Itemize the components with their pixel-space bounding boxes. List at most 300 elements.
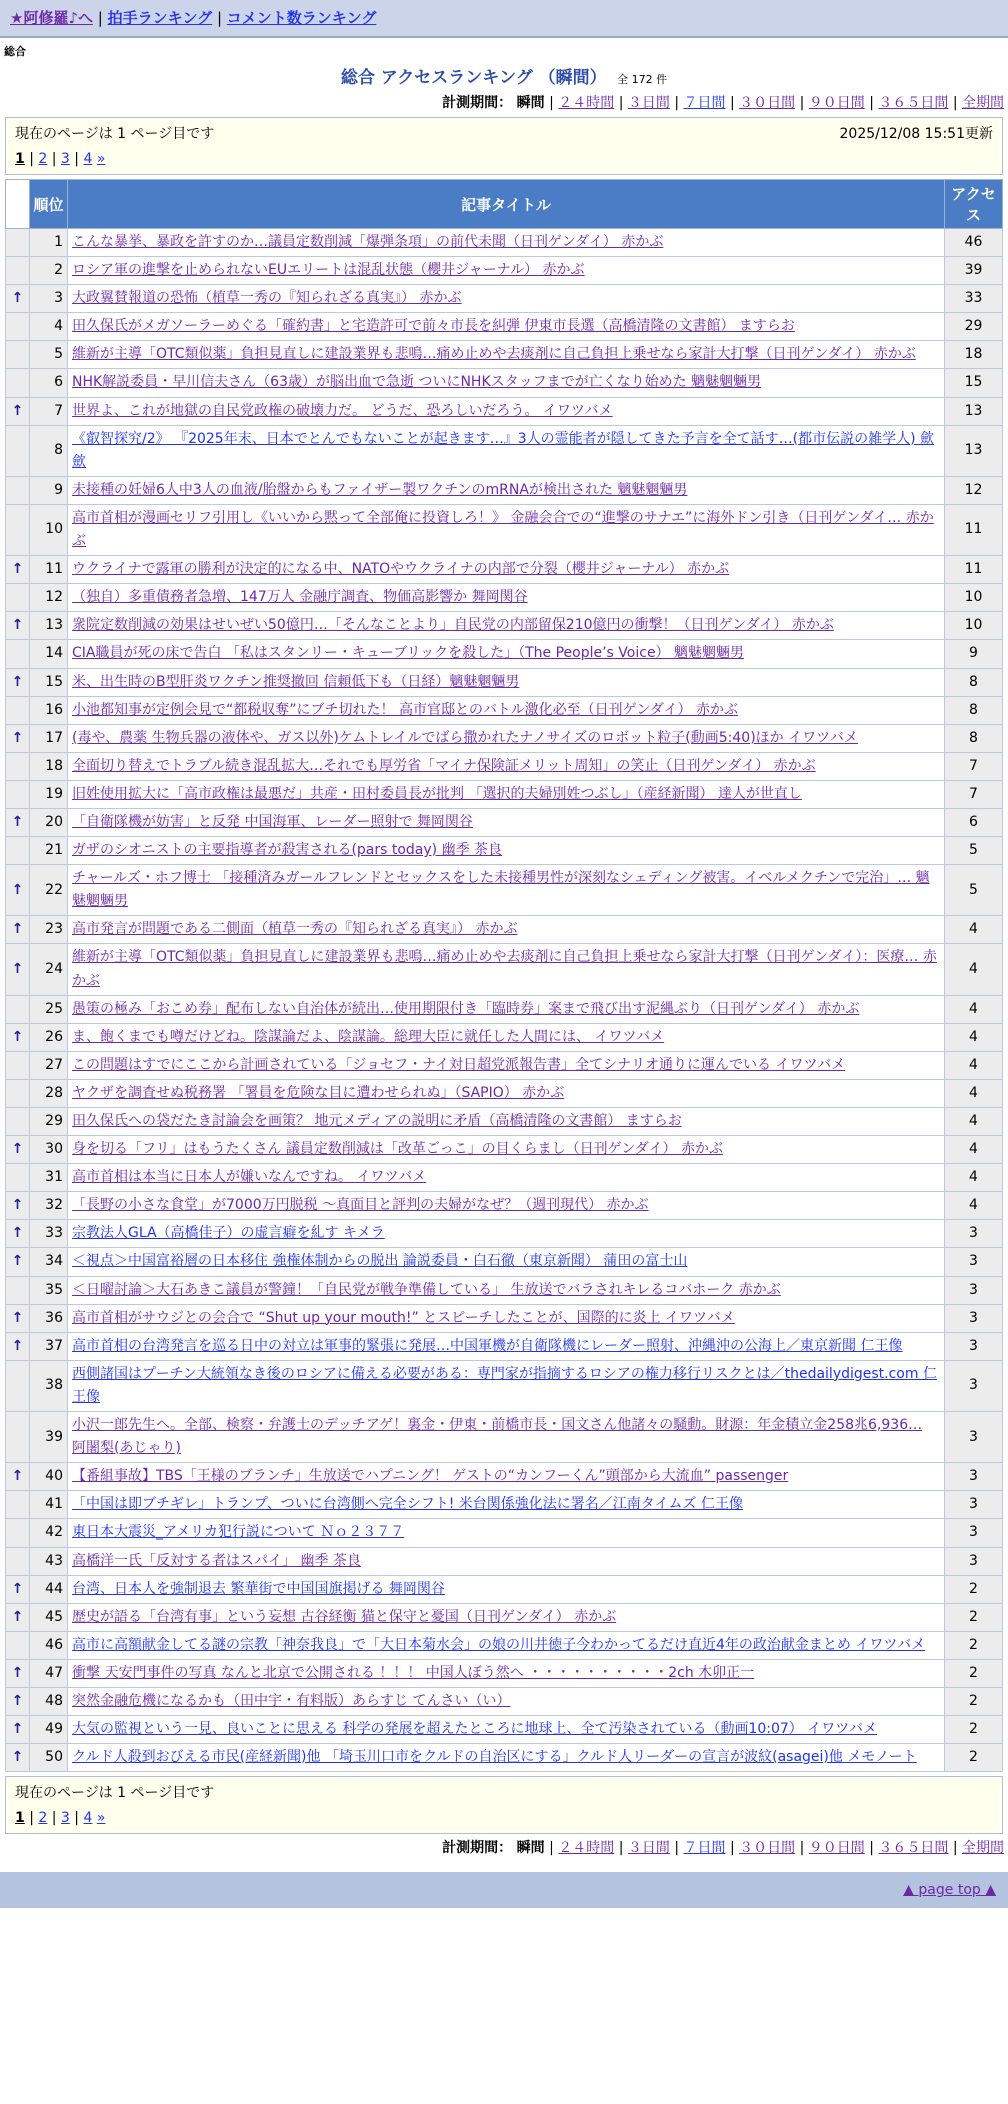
access-count: 10 (945, 612, 1003, 640)
up-arrow-icon: ↑ (11, 290, 24, 307)
access-count: 11 (945, 504, 1003, 555)
article-link[interactable]: ガザのシオニストの主要指導者が殺害される(pars today) 幽季 茶良 (72, 842, 503, 859)
access-count: 3 (945, 1220, 1003, 1248)
rank-number: 31 (30, 1164, 68, 1192)
rank-column-header: 順位 (30, 180, 68, 229)
current-page-text: 現在のページは 1 ページ目です (15, 1785, 215, 1802)
access-count: 4 (945, 995, 1003, 1023)
rank-number: 3 (30, 285, 68, 313)
table-row (6, 944, 1003, 995)
article-link[interactable]: 維新が主導「OTC類似薬」負担見直しに建設業界も悲鳴…痛め止めや去痰剤に自己負担上乗せなら家計大打撃（日刊ゲンダイ）：医療… 赤かぶ (72, 949, 937, 989)
access-count: 33 (945, 285, 1003, 313)
nav-link[interactable]: 3 (60, 1810, 70, 1827)
rank-number: 11 (30, 556, 68, 584)
rank-number: 5 (30, 341, 68, 369)
article-link[interactable]: 米、出生時のB型肝炎ワクチン推奨撤回 信頼低下も（日経）魑魅魍魎男 (72, 673, 520, 690)
table-row (6, 1412, 1003, 1463)
table-row (6, 1744, 1003, 1772)
separator: | (24, 1810, 39, 1827)
table-row (6, 1192, 1003, 1220)
article-link[interactable]: ＜視点＞中国富裕層の日本移住 強権体制からの脱出 論説委員・白石徹（東京新聞） 蒲田の富士山 (72, 1253, 688, 1270)
period-links (549, 95, 1004, 111)
separator: | (725, 1840, 740, 1857)
rank-number: 15 (30, 668, 68, 696)
top-nav-links (10, 9, 376, 27)
table-row (6, 313, 1003, 341)
nav-link[interactable]: ３６５日間 (878, 95, 949, 111)
table-row (6, 640, 1003, 668)
table-row (6, 229, 1003, 257)
access-count: 2 (945, 1659, 1003, 1687)
page-title-block (0, 61, 1008, 89)
table-header-row (6, 180, 1003, 229)
access-count: 3 (945, 1276, 1003, 1304)
access-count: 3 (945, 1360, 1003, 1411)
pagination-box-bottom (5, 1776, 1003, 1834)
rank-number: 45 (30, 1603, 68, 1631)
article-link[interactable]: 東日本大震災_アメリカ犯行説について Ｎｏ２３７７ (72, 1524, 405, 1541)
rank-number: 2 (30, 257, 68, 285)
table-row (6, 1304, 1003, 1332)
access-count: 4 (945, 1023, 1003, 1051)
rank-number: 8 (30, 425, 68, 476)
article-link[interactable]: 「中国は即ブチギレ」トランプ、ついに台湾側へ完全シフト! 米台関係強化法に署名／江南タイムズ 仁王像 (72, 1496, 743, 1513)
separator: | (93, 9, 108, 27)
table-row (6, 1276, 1003, 1304)
article-link[interactable]: チャールズ・ホフ博士 「接種済みガールフレンドとセックスをした未接種男性が深刻なシェディング被害。イベルメクチンで完治」… 魑魅魍魎男 (72, 870, 930, 910)
separator: | (549, 95, 559, 111)
access-count: 3 (945, 1519, 1003, 1547)
nav-link[interactable]: 4 (83, 1810, 93, 1827)
rank-number: 19 (30, 780, 68, 808)
article-link[interactable]: ウクライナで露軍の勝利が決定的になる中、NATOやウクライナの内部で分裂（櫻井ジャーナル） 赤かぶ (72, 561, 730, 578)
access-count: 4 (945, 1192, 1003, 1220)
article-link[interactable]: ヤクザを調査せぬ税務署 「署員を危険な目に遭わせられぬ」（SAPIO） 赤かぶ (72, 1084, 565, 1101)
up-arrow-icon: ↑ (11, 881, 24, 898)
rank-number: 23 (30, 916, 68, 944)
article-link[interactable]: 大政翼賛報道の恐怖（植草一秀の『知られざる真実』） 赤かぶ (72, 290, 462, 307)
nav-link[interactable]: 全期間 (962, 95, 1004, 111)
table-row (6, 1659, 1003, 1687)
rank-number: 38 (30, 1360, 68, 1411)
period-nav-bottom (0, 1834, 1008, 1862)
access-count: 2 (945, 1631, 1003, 1659)
table-row (6, 1687, 1003, 1715)
separator: | (47, 151, 61, 167)
up-arrow-icon: ↑ (11, 960, 24, 977)
nav-link[interactable]: 3 (60, 151, 70, 167)
up-arrow-icon: ↑ (11, 729, 24, 746)
access-count: 4 (945, 1051, 1003, 1079)
table-row (6, 1051, 1003, 1079)
top-nav-bar (0, 0, 1008, 38)
article-link[interactable]: 西側諸国はプーチン大統領なき後のロシアに備える必要がある：専門家が指摘するロシアの権力移行リスクとは／thedailydigest.com 仁王像 (72, 1365, 937, 1405)
rank-number: 9 (30, 476, 68, 504)
access-column-header: アクセス (945, 180, 1003, 229)
article-link[interactable]: 宗教法人GLA（高橋佳子）の虚言癖を糺す キメラ (72, 1225, 385, 1242)
table-row (6, 1079, 1003, 1107)
access-count: 2 (945, 1687, 1003, 1715)
table-row (6, 668, 1003, 696)
table-row (6, 1716, 1003, 1744)
access-count: 3 (945, 1304, 1003, 1332)
article-link[interactable]: 田久保氏がメガソーラーめぐる「確約書」と宅造許可で前々市長を糾弾 伊東市長選（高橋清隆の文書館） ますらお (72, 318, 795, 335)
nav-link[interactable]: 全期間 (962, 1840, 1004, 1857)
table-row (6, 1248, 1003, 1276)
access-count: 3 (945, 1491, 1003, 1519)
nav-link[interactable]: ７日間 (683, 1840, 726, 1857)
separator: | (669, 95, 684, 111)
access-count: 4 (945, 916, 1003, 944)
rank-number: 47 (30, 1659, 68, 1687)
table-row (6, 257, 1003, 285)
table-row (6, 1164, 1003, 1192)
nav-link[interactable]: ２４時間 (558, 95, 615, 111)
article-link[interactable]: 《叡智探究/2》 『2025年末、日本でとんでもないことが起きます…』3人の霊能者が隠してきた予言を全て話す…(都市伝説の雑学人) 歛歛 (72, 430, 934, 470)
article-link[interactable]: 大気の監視という一見、良いことに思える 科学の発展を超えたところに地球上、全て汚染されている（動画10:07） イワツバメ (72, 1721, 877, 1738)
access-count: 4 (945, 1164, 1003, 1192)
article-link[interactable]: 維新が主導「OTC類似薬」負担見直しに建設業界も悲鳴…痛め止めや去痰剤に自己負担上乗せなら家計大打撃（日刊ゲンダイ） 赤かぶ (72, 346, 916, 363)
rank-number: 27 (30, 1051, 68, 1079)
rank-number: 40 (30, 1463, 68, 1491)
rank-number: 36 (30, 1304, 68, 1332)
article-link[interactable]: この問題はすでにここから計画されている「ジョセフ・ナイ対日超党派報告書」全てシナリオ通りに運んでいる イワツバメ (72, 1056, 846, 1073)
separator: | (212, 9, 227, 27)
up-arrow-icon: ↑ (11, 1468, 24, 1485)
rank-number: 28 (30, 1079, 68, 1107)
article-link[interactable]: 高市首相が漫画セリフ引用し《いいから黙って全部俺に投資しろ！》 金融会合での“進撃のサナエ”に海外ドン引き（日刊ゲンダイ… 赤かぶ (72, 509, 934, 550)
table-row (6, 995, 1003, 1023)
up-arrow-icon: ↑ (11, 813, 24, 830)
total-count: 全 172 件 (617, 73, 668, 86)
rank-number: 7 (30, 397, 68, 425)
up-arrow-icon: ↑ (11, 1580, 24, 1597)
article-link[interactable]: 高市発言が問題である二側面（植草一秀の『知られざる真実』） 赤かぶ (72, 921, 518, 938)
nav-link[interactable]: ９０日間 (808, 1840, 865, 1857)
table-row (6, 1519, 1003, 1547)
period-label: 計測期間： (442, 1840, 513, 1857)
rank-number: 12 (30, 584, 68, 612)
table-row (6, 1547, 1003, 1575)
article-link[interactable]: 高市に高額献金してる謎の宗教「神奈我良」で「大日本菊水会」の娘の川井徳子今わかってるだけ直近4年の政治献金まとめ イワツバメ (72, 1636, 926, 1653)
table-row (6, 1463, 1003, 1491)
up-arrow-icon: ↑ (11, 402, 24, 419)
nav-link[interactable]: 拍手ランキング (107, 9, 213, 27)
access-count: 3 (945, 1332, 1003, 1360)
access-count: 3 (945, 1547, 1003, 1575)
article-link[interactable]: 高市首相は本当に日本人が嫌いなんですね。 イワツバメ (72, 1169, 427, 1186)
rank-number: 46 (30, 1631, 68, 1659)
access-count: 18 (945, 341, 1003, 369)
rank-number: 29 (30, 1108, 68, 1136)
up-arrow-icon: ↑ (11, 1664, 24, 1681)
table-row (6, 612, 1003, 640)
article-link[interactable]: 田久保氏への袋だたき討論会を画策？ 地元メディアの説明に矛盾（高橋清隆の文書館） ますらお (72, 1113, 682, 1129)
access-count: 11 (945, 556, 1003, 584)
ranking-table (5, 179, 1003, 1772)
access-count: 2 (945, 1744, 1003, 1772)
up-arrow-icon: ↑ (11, 1197, 24, 1214)
separator: | (614, 1840, 628, 1857)
access-count: 2 (945, 1575, 1003, 1603)
up-arrow-icon: ↑ (11, 1721, 24, 1738)
table-row (6, 397, 1003, 425)
access-count: 4 (945, 944, 1003, 995)
separator: | (795, 95, 809, 111)
nav-link[interactable]: 4 (83, 151, 93, 167)
up-arrow-icon: ↑ (11, 617, 24, 634)
article-link[interactable]: ロシア軍の進撃を止められないEUエリートは混乱状態（櫻井ジャーナル） 赤かぶ (72, 262, 585, 279)
nav-link[interactable]: ３日間 (627, 95, 670, 111)
rank-number: 25 (30, 995, 68, 1023)
table-row (6, 724, 1003, 752)
article-link[interactable]: 台湾、日本人を強制退去 繁華街で中国国旗掲げる 舞岡関谷 (72, 1580, 445, 1597)
access-count: 3 (945, 1248, 1003, 1276)
rank-number: 20 (30, 808, 68, 836)
up-arrow-icon: ↑ (11, 1253, 24, 1270)
rank-number: 24 (30, 944, 68, 995)
access-count: 3 (945, 1412, 1003, 1463)
article-link[interactable]: 歴史が語る「台湾有事」という妄想 古谷経衡 猫と保守と憂国（日刊ゲンダイ） 赤かぶ (72, 1608, 617, 1625)
nav-link[interactable]: 2 (38, 151, 48, 167)
separator: | (24, 151, 39, 167)
title-column-header: 記事タイトル (68, 180, 945, 229)
access-count: 4 (945, 1136, 1003, 1164)
rank-number: 48 (30, 1687, 68, 1715)
access-count: 13 (945, 397, 1003, 425)
table-row (6, 1631, 1003, 1659)
access-count: 2 (945, 1716, 1003, 1744)
table-row (6, 341, 1003, 369)
up-arrow-icon: ↑ (11, 1692, 24, 1709)
table-row (6, 808, 1003, 836)
separator: | (69, 151, 84, 167)
table-row (6, 865, 1003, 916)
nav-link[interactable]: ７日間 (683, 95, 726, 111)
access-count: 6 (945, 808, 1003, 836)
table-row (6, 1575, 1003, 1603)
article-link[interactable]: 衆院定数削減の効果はせいぜい50億円…「そんなことより」自民党の内部留保210億円の衝撃！（日刊ゲンダイ） 赤かぶ (72, 617, 834, 634)
up-arrow-icon: ↑ (11, 1337, 24, 1354)
table-row (6, 1023, 1003, 1051)
table-row (6, 476, 1003, 504)
separator: | (864, 1840, 879, 1857)
article-link[interactable]: 突然金融危機になるかも（田中宇・有料版）あらすじ てんさい（い） (72, 1692, 511, 1709)
separator: | (614, 95, 628, 111)
page-top-link[interactable]: ▲ page top ▲ (903, 1882, 996, 1899)
up-arrow-icon: ↑ (11, 1608, 24, 1625)
table-row (6, 916, 1003, 944)
rank-number: 49 (30, 1716, 68, 1744)
rank-number: 33 (30, 1220, 68, 1248)
rank-number: 39 (30, 1412, 68, 1463)
access-count: 15 (945, 369, 1003, 397)
rank-number: 10 (30, 504, 68, 555)
table-row (6, 504, 1003, 555)
separator: | (725, 95, 740, 111)
arrow-column-header (6, 180, 30, 229)
nav-link[interactable]: コメント数ランキング (226, 9, 377, 27)
period-current: 瞬間 (516, 95, 545, 111)
nav-link[interactable]: 2 (38, 1810, 48, 1827)
table-row (6, 1360, 1003, 1411)
separator: | (549, 1840, 559, 1857)
table-row (6, 556, 1003, 584)
article-link[interactable]: 衝撃 天安門事件の写真 なんと北京で公開される ！！！ 中国人ぼう然へ ・・・・・・・・・・2ch 木卯正一 (72, 1664, 755, 1681)
table-row (6, 1136, 1003, 1164)
nav-link[interactable]: ３０日間 (739, 1840, 796, 1857)
article-link[interactable]: ＜日曜討論＞大石あきこ議員が警鐘！「自民党が戦争準備している」 生放送でバラされキレるコバホーク 赤かぶ (72, 1281, 781, 1298)
rank-number: 44 (30, 1575, 68, 1603)
nav-link[interactable]: ★阿修羅♪へ (10, 9, 94, 27)
rank-number: 34 (30, 1248, 68, 1276)
article-link[interactable]: 身を切る「フリ」はもうたくさん 議員定数削減は「改革ごっこ」の目くらまし（日刊ゲンダイ） 赤かぶ (72, 1141, 723, 1158)
access-count: 8 (945, 724, 1003, 752)
article-link[interactable]: 「長野の小さな食堂」が7000万円脱税 ～真面目と評判の夫婦がなぜ？（週刊現代） 赤かぶ (72, 1197, 649, 1214)
section-label: 総合 (4, 45, 26, 58)
article-link[interactable]: 未接種の妊婦6人中3人の血液/胎盤からもファイザー製ワクチンのmRNAが検出された 魑魅魍魎男 (72, 481, 688, 498)
rank-number: 22 (30, 865, 68, 916)
up-arrow-icon: ↑ (11, 1225, 24, 1242)
table-row (6, 285, 1003, 313)
updated-timestamp: 2025/12/08 15:51更新 (839, 126, 993, 142)
access-count: 8 (945, 696, 1003, 724)
table-row (6, 696, 1003, 724)
table-row (6, 752, 1003, 780)
period-current: 瞬間 (516, 1840, 545, 1857)
page-links (15, 151, 993, 167)
separator: | (795, 1840, 809, 1857)
period-label: 計測期間： (442, 95, 513, 111)
article-link[interactable]: 旧姓使用拡大に「高市政権は最悪だ」共産・田村委員長が批判 「選択的夫婦別姓つぶし」（産経新聞） 達人が世直し (72, 785, 802, 802)
access-count: 7 (945, 780, 1003, 808)
rank-number: 6 (30, 369, 68, 397)
article-link[interactable]: 世界よ、これが地獄の自民党政権の破壊力だ。 どうだ、恐ろしいだろう。 イワツバメ (72, 402, 613, 419)
up-arrow-icon: ↑ (11, 561, 24, 578)
article-link[interactable]: こんな暴挙、暴政を許すのか…議員定数削減「爆弾条項」の前代未聞（日刊ゲンダイ） 赤かぶ (72, 234, 664, 250)
access-count: 5 (945, 837, 1003, 865)
rank-number: 18 (30, 752, 68, 780)
table-row (6, 1220, 1003, 1248)
nav-link[interactable]: » (96, 151, 106, 167)
period-links (549, 1840, 1004, 1856)
rank-number: 42 (30, 1519, 68, 1547)
article-link[interactable]: (毒や、農薬 生物兵器の液体や、ガス以外)ケムトレイルでばら撒かれたナノサイズのロボット粒子(動画5:40)ほか イワツバメ (72, 729, 858, 746)
page-title: 総合 アクセスランキング （瞬間） (340, 68, 607, 88)
separator: | (948, 1840, 962, 1857)
rank-number: 32 (30, 1192, 68, 1220)
access-count: 8 (945, 668, 1003, 696)
table-row (6, 1491, 1003, 1519)
article-link[interactable]: 高橋洋一氏「反対する者はスパイ」 幽季 茶良 (72, 1552, 361, 1569)
access-count: 4 (945, 1108, 1003, 1136)
up-arrow-icon: ↑ (11, 921, 24, 938)
period-nav-top (0, 89, 1008, 117)
current-page-number: 1 (15, 1810, 25, 1827)
rank-number: 26 (30, 1023, 68, 1051)
table-row (6, 1332, 1003, 1360)
article-link[interactable]: CIA職員が死の床で告白 「私はスタンリー・キューブリックを殺した」（The People’s Voice） 魑魅魍魎男 (72, 645, 745, 662)
bottom-bar (0, 1872, 1008, 1908)
separator: | (669, 1840, 684, 1857)
up-arrow-icon: ↑ (11, 1309, 24, 1326)
article-link[interactable]: 【番組事故】TBS「王様のブランチ」生放送でハプニング！ ゲストの“カンフーくん”頭部から大流血” passenger (72, 1468, 789, 1485)
rank-number: 16 (30, 696, 68, 724)
access-count: 39 (945, 257, 1003, 285)
article-link[interactable]: NHK解説委員・早川信夫さん（63歳）が脳出血で急逝 ついにNHKスタッフまでが亡くなり始めた 魑魅魍魎男 (72, 374, 762, 391)
access-count: 3 (945, 1463, 1003, 1491)
separator: | (69, 1810, 84, 1827)
access-count: 9 (945, 640, 1003, 668)
nav-link[interactable]: » (96, 1810, 106, 1827)
table-row (6, 369, 1003, 397)
article-link[interactable]: 愚策の極み「おこめ券」配布しない自治体が続出…使用期限付き「臨時券」案まで飛び出す泥縄ぶり（日刊ゲンダイ） 赤かぶ (72, 1000, 860, 1017)
up-arrow-icon: ↑ (11, 1749, 24, 1766)
article-link[interactable]: ま、飽くまでも噂だけどね。陰謀論だよ、陰謀論。総理大臣に就任した人間には、 イワツバメ (72, 1028, 665, 1045)
article-link[interactable]: クルド人殺到おびえる市民(産経新聞)他 「埼玉川口市をクルドの自治区にする」クルド人リーダーの宣言が波紋(asagei)他 メモノート (72, 1749, 917, 1766)
access-count: 10 (945, 584, 1003, 612)
rank-number: 37 (30, 1332, 68, 1360)
rank-number: 35 (30, 1276, 68, 1304)
article-link[interactable]: 小池都知事が定例会見で“都税収奪”にブチ切れた！ 高市官邸とのバトル激化必至（日刊ゲンダイ） 赤かぶ (72, 701, 739, 718)
rank-number: 17 (30, 724, 68, 752)
nav-link[interactable]: ２４時間 (558, 1840, 615, 1857)
nav-link[interactable]: ３日間 (627, 1840, 670, 1857)
rank-number: 41 (30, 1491, 68, 1519)
pagination-box-top (5, 117, 1003, 175)
rank-number: 14 (30, 640, 68, 668)
table-row (6, 1603, 1003, 1631)
article-link[interactable]: （独自）多重債務者急増、147万人 金融庁調査、物価高影響か 舞岡関谷 (72, 589, 528, 606)
table-row (6, 780, 1003, 808)
up-arrow-icon: ↑ (11, 673, 24, 690)
separator: | (864, 95, 879, 111)
rank-number: 30 (30, 1136, 68, 1164)
page-links (15, 1810, 993, 1826)
access-count: 29 (945, 313, 1003, 341)
access-count: 2 (945, 1603, 1003, 1631)
article-link[interactable]: 高市首相がサウジとの会合で “Shut up your mouth!” とスピーチしたことが、国際的に炎上 イワツバメ (72, 1309, 735, 1326)
article-link[interactable]: 高市首相の台湾発言を巡る日中の対立は軍事的緊張に発展…中国軍機が自衛隊機にレーダー照射、沖縄沖の公海上／東京新聞 仁王像 (72, 1337, 903, 1354)
current-page-text: 現在のページは 1 ページ目です (15, 126, 215, 142)
article-link[interactable]: 全面切り替えでトラブル続き混乱拡大…それでも厚労省「マイナ保険証メリット周知」の笑止（日刊ゲンダイ） 赤かぶ (72, 757, 816, 774)
rank-number: 13 (30, 612, 68, 640)
access-count: 4 (945, 1079, 1003, 1107)
nav-link[interactable]: ９０日間 (808, 95, 865, 111)
nav-link[interactable]: ３６５日間 (878, 1840, 949, 1857)
access-count: 12 (945, 476, 1003, 504)
rank-number: 1 (30, 229, 68, 257)
table-row (6, 837, 1003, 865)
access-count: 7 (945, 752, 1003, 780)
table-row (6, 425, 1003, 476)
rank-number: 50 (30, 1744, 68, 1772)
up-arrow-icon: ↑ (11, 1141, 24, 1158)
access-count: 5 (945, 865, 1003, 916)
up-arrow-icon: ↑ (11, 1028, 24, 1045)
rank-number: 43 (30, 1547, 68, 1575)
article-link[interactable]: 「自衛隊機が妨害」と反発 中国海軍、レーダー照射で 舞岡関谷 (72, 813, 473, 830)
access-count: 46 (945, 229, 1003, 257)
rank-number: 21 (30, 837, 68, 865)
current-page-number: 1 (15, 151, 25, 167)
access-count: 13 (945, 425, 1003, 476)
separator: | (47, 1810, 61, 1827)
nav-link[interactable]: ３０日間 (739, 95, 796, 111)
table-row (6, 584, 1003, 612)
article-link[interactable]: 小沢一郎先生へ。全部、検察・弁護士のデッチアゲ！裏金・伊東・前橋市長・国文さん他諸々の騒動。財源：年金積立金258兆6,936… 阿闍梨(あじゃり) (72, 1417, 923, 1457)
table-row (6, 1108, 1003, 1136)
